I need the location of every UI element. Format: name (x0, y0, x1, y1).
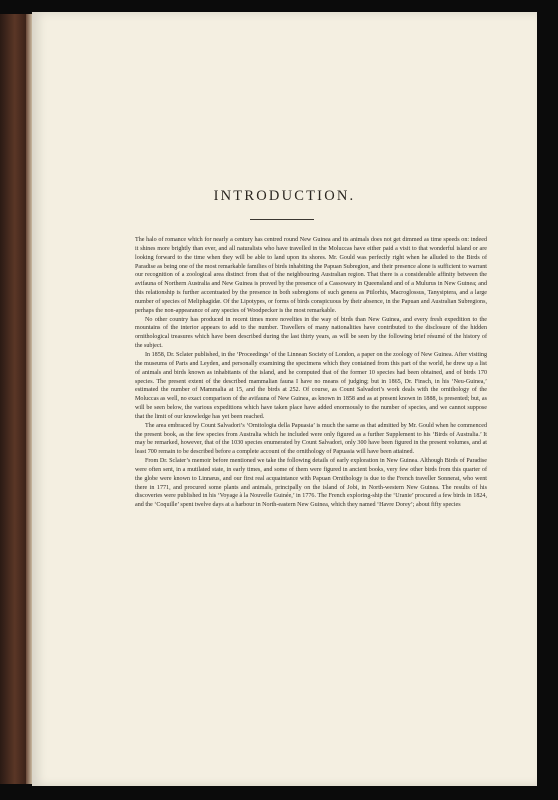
paragraph-5: From Dr. Sclater’s memoir before mentioned we take the following details of early exploration in New Guinea. Although Birds of Paradise were often sent, in a mutilated state, in early times, and some of them were figured in ancient books, very few other birds from this quarter of the globe were known to Linnæus, and our first real acquaintance with Papuan Ornithology is due to the French traveller Sonnerat, who went there in 1771, and procured some plants and animals, principally on the island of Jobi, in North-western New Guinea. The results of his discoveries were published in his ‘Voyage à la Nouvelle Guinée,’ in 1776. The French exploring-ship the ‘Uranie’ procured a few birds in 1824, and the ‘Coquille’ spent twelve days at a harbour in North-eastern New Guinea, which they named ‘Havre Dorey’; about fifty species (135, 458, 487, 509)
paragraph-3: In 1858, Dr. Sclater published, in the ‘Proceedings’ of the Linnean Society of London, a paper on the zoology of New Guinea. After visiting the museums of Paris and Leyden, and personally examining the specimens which they contained from this part of the world, he drew up a list of animals and birds known as inhabitants of the island, and he computed that of the former 10 species had been obtained, and of birds 170 species. The present extent of the described mammalian fauna I have no means of judging; but in 1865, Dr. Finsch, in his ‘Neu-Guinea,’ estimated the number of Mammalia at 15, and the birds at 252. Of course, as Count Salvadori’s work deals with the ornithology of the Moluccas as well, no exact comparison of the avifauna of New Guinea, as known in 1858 and as at present known in 1888, is presented; but, as will be seen below, the various expeditions which have taken place have added enormously to the number of species, and we cannot suppose that the limit of our knowledge has yet been reached. (135, 351, 487, 420)
title-rule (250, 219, 314, 220)
body-text (135, 236, 487, 510)
page-title: INTRODUCTION. (213, 188, 356, 204)
paragraph-1: The halo of romance which for nearly a century has centred round New Guinea and its animals does not get dimmed as time speeds on: indeed it shines more brightly than ever, and all naturalists who have travelled in the Moluccas have either paid a visit to that wonderful island or are looking forward to the time when they will be able to land upon its shores. Mr. Gould was perfectly right when he alluded to the Birds of Paradise as being one of the most remarkable families of birds inhabiting the Papuan Subregion, and their presence alone is sufficient to warrant our recognition of a zoological area distinct from that of the neighbouring Australian region. That there is a considerable affinity between the avifauna of Northern Australia and New Guinea is proved by the presence of a Cassowary in Queensland and of a Mulurus in New Guinea; and this relationship is further accentuated by the presence in both subregions of such genera as Ptilorhis, Macroglossus, Tanysiptera, and a large number of species of Meliphagidæ. Of the Lipotypes, or forms of birds conspicuous by their absence, in the Papuan and Australian Subregions, perhaps the non-appearance of any species of Woodpecker is the most remarkable. (135, 237, 487, 314)
book-page (32, 12, 537, 786)
paragraph-2: No other country has produced in recent times more novelties in the way of birds than New Guinea, and every fresh expedition to the mountains of the interior appears to add to the number. Travellers of many nationalities have contributed to the disclosure of the hidden ornithological treasures which have been described during the last thirty years, as will be seen by the following brief résumé of the history of the subject. (135, 316, 487, 350)
paragraph-4: The area embraced by Count Salvadori’s ‘Ornitologia della Papuasia’ is much the same as that admitted by Mr. Gould when he commenced the present book, as the few species from Australia which he included were only figured as a further Supplement to his ‘Birds of Australia.’ It may be remarked, however, that of the 1030 species enumerated by Count Salvadori, only 300 have been figured in the present volumes, and at least 700 remain to be described before a complete account of the ornithology of Papuasia will have been attained. (135, 422, 487, 456)
